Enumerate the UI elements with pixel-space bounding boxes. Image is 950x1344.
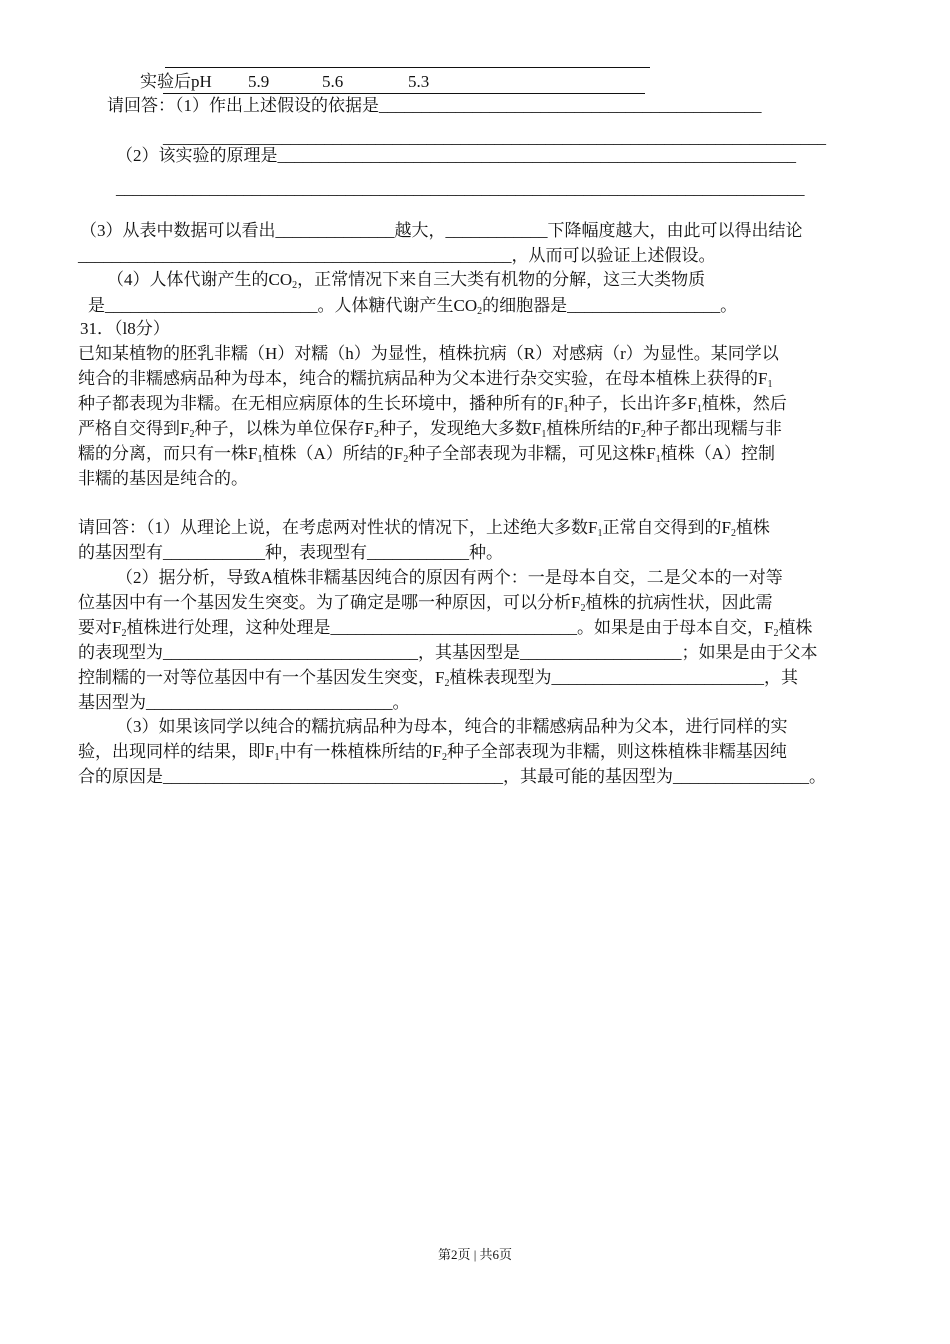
subscript: 1 bbox=[274, 752, 280, 763]
subscript: 2 bbox=[477, 306, 483, 317]
text-line bbox=[78, 542, 503, 564]
subscript: 2 bbox=[189, 429, 195, 440]
text-segment: 植株的抗病性状，因此需 bbox=[585, 593, 773, 612]
text-segment: 种子，以株为单位保存F bbox=[194, 419, 374, 438]
text-segment: ______________________________________________________________________________ bbox=[163, 128, 826, 147]
text-line bbox=[80, 220, 803, 242]
subscript: 2 bbox=[730, 528, 736, 539]
subscript: 2 bbox=[441, 752, 447, 763]
subscript: 1 bbox=[696, 404, 702, 415]
row-label: 实验后pH bbox=[140, 72, 212, 91]
text-line bbox=[78, 343, 779, 365]
text-segment: 合的原因是________________________________________，其最可能的基因型为________________。 bbox=[78, 767, 826, 786]
subscript: 2 bbox=[640, 429, 646, 440]
text-line bbox=[78, 418, 782, 440]
text-segment: 植株所结的F bbox=[546, 419, 641, 438]
text-segment: （3）如果该同学以纯合的糯抗病品种为母本，纯合的非糯感病品种为父本，进行同样的实 bbox=[116, 717, 788, 736]
text-segment: ___________________________________________________，从而可以验证上述假设。 bbox=[78, 246, 716, 265]
row-value: 5.6 bbox=[322, 72, 344, 91]
subscript: 1 bbox=[767, 379, 773, 390]
text-segment: 的细胞器是__________________。 bbox=[482, 296, 738, 315]
subscript: 2 bbox=[121, 628, 127, 639]
text-line bbox=[116, 716, 788, 738]
text-line bbox=[88, 295, 737, 317]
text-segment: 植株（A）控制 bbox=[660, 444, 775, 463]
text-segment: 糯的分离，而只有一株F bbox=[78, 444, 258, 463]
subscript: 2 bbox=[580, 603, 586, 614]
subscript: 2 bbox=[403, 454, 409, 465]
text-segment: 是_________________________。人体糖代谢产生CO bbox=[88, 296, 478, 315]
text-segment: 请回答：（1）从理论上说，在考虑两对性状的情况下，上述绝大多数F bbox=[78, 518, 598, 537]
text-segment: 已知某植物的胚乳非糯（H）对糯（h）为显性，植株抗病（R）对感病（r）为显性。某同学以 bbox=[78, 344, 779, 363]
row-value: 5.9 bbox=[248, 72, 270, 91]
text-line bbox=[107, 269, 705, 291]
text-line bbox=[78, 245, 716, 267]
text-segment: ，正常情况下来自三大类有机物的分解，这三大类物质 bbox=[297, 270, 706, 289]
text-segment: 严格自交得到F bbox=[78, 419, 190, 438]
text-segment: 中有一株植株所结的F bbox=[279, 742, 442, 761]
text-segment: （2）该实验的原理是_____________________________________________________________ bbox=[116, 146, 796, 165]
text-line bbox=[78, 741, 787, 763]
text-line bbox=[78, 766, 826, 788]
text-segment: 种子全部表现为非糯，则这株植株非糯基因纯 bbox=[446, 742, 787, 761]
subscript: 2 bbox=[444, 678, 450, 689]
text-segment: （4）人体代谢产生的CO bbox=[107, 270, 293, 289]
subscript: 2 bbox=[292, 280, 298, 291]
row-value: 5.3 bbox=[408, 72, 430, 91]
text-segment: 纯合的非糯感病品种为母本，纯合的糯抗病品种为父本进行杂交实验，在母本植株上获得的F bbox=[78, 369, 768, 388]
subscript: 1 bbox=[257, 454, 263, 465]
text-segment: 植株 bbox=[778, 618, 813, 637]
text-line bbox=[78, 592, 772, 614]
text-segment: 要对F bbox=[78, 618, 122, 637]
text-line bbox=[78, 517, 770, 539]
subscript: 2 bbox=[773, 628, 779, 639]
subscript: 1 bbox=[541, 429, 547, 440]
subscript: 1 bbox=[597, 528, 603, 539]
table-top-rule bbox=[165, 67, 650, 68]
text-segment: 植株 bbox=[735, 518, 770, 537]
subscript: 1 bbox=[563, 404, 569, 415]
text-segment: 验，出现同样的结果，即F bbox=[78, 742, 275, 761]
page-footer: 第2页 | 共6页 bbox=[437, 1247, 513, 1262]
text-segment: 31．（l8分） bbox=[80, 319, 170, 338]
text-segment: _________________________________________________________________________________ bbox=[116, 179, 805, 198]
text-segment: 的基因型有____________种，表现型有____________种。 bbox=[78, 543, 503, 562]
text-line bbox=[78, 443, 775, 465]
text-segment: 的表现型为______________________________，其基因型是___________________；如果是由于父本 bbox=[78, 643, 818, 662]
text-segment: 植株（A）所结的F bbox=[262, 444, 404, 463]
text-line bbox=[78, 393, 787, 415]
text-segment: （2）据分析，导致A植株非糯基因纯合的原因有两个：一是母本自交，二是父本的一对等 bbox=[116, 568, 783, 587]
text-line bbox=[78, 468, 248, 490]
text-segment: （3）从表中数据可以看出______________越大，____________下降幅度越大，由此可以得出结论 bbox=[80, 221, 803, 240]
table-bottom-rule bbox=[163, 93, 645, 94]
table-row bbox=[140, 71, 430, 93]
text-segment: 植株表现型为_________________________，其 bbox=[449, 668, 798, 687]
text-segment: 位基因中有一个基因发生突变。为了确定是哪一种原因，可以分析F bbox=[78, 593, 581, 612]
text-segment: 种子，发现绝大多数F bbox=[378, 419, 542, 438]
text-segment: 非糯的基因是纯合的。 bbox=[78, 469, 248, 488]
text-line bbox=[116, 145, 796, 167]
text-line bbox=[78, 368, 772, 390]
text-segment: 种子，长出许多F bbox=[568, 394, 697, 413]
subscript: 2 bbox=[373, 429, 379, 440]
text-segment: 请回答：（1）作出上述假设的依据是_____________________________________________ bbox=[107, 96, 762, 115]
text-segment: 基因型为_____________________________。 bbox=[78, 693, 410, 712]
text-line bbox=[78, 692, 410, 714]
text-segment: 种子都表现为非糯。在无相应病原体的生长环境中，播种所有的F bbox=[78, 394, 564, 413]
subscript: 1 bbox=[655, 454, 661, 465]
text-line bbox=[107, 95, 762, 117]
text-segment: 正常自交得到的F bbox=[602, 518, 731, 537]
text-line bbox=[78, 642, 818, 664]
text-line bbox=[78, 667, 798, 689]
text-segment: 植株进行处理，这种处理是_____________________________。如果是由于母本自交，F bbox=[126, 618, 774, 637]
text-line bbox=[116, 178, 805, 200]
text-line bbox=[80, 318, 170, 340]
text-segment: 种子都出现糯与非 bbox=[645, 419, 782, 438]
text-line bbox=[78, 617, 812, 639]
text-segment: 种子全部表现为非糯，可见这株F bbox=[408, 444, 656, 463]
text-segment: 植株，然后 bbox=[701, 394, 787, 413]
text-line bbox=[116, 567, 783, 589]
text-segment: 控制糯的一对等位基因中有一个基因发生突变，F bbox=[78, 668, 445, 687]
